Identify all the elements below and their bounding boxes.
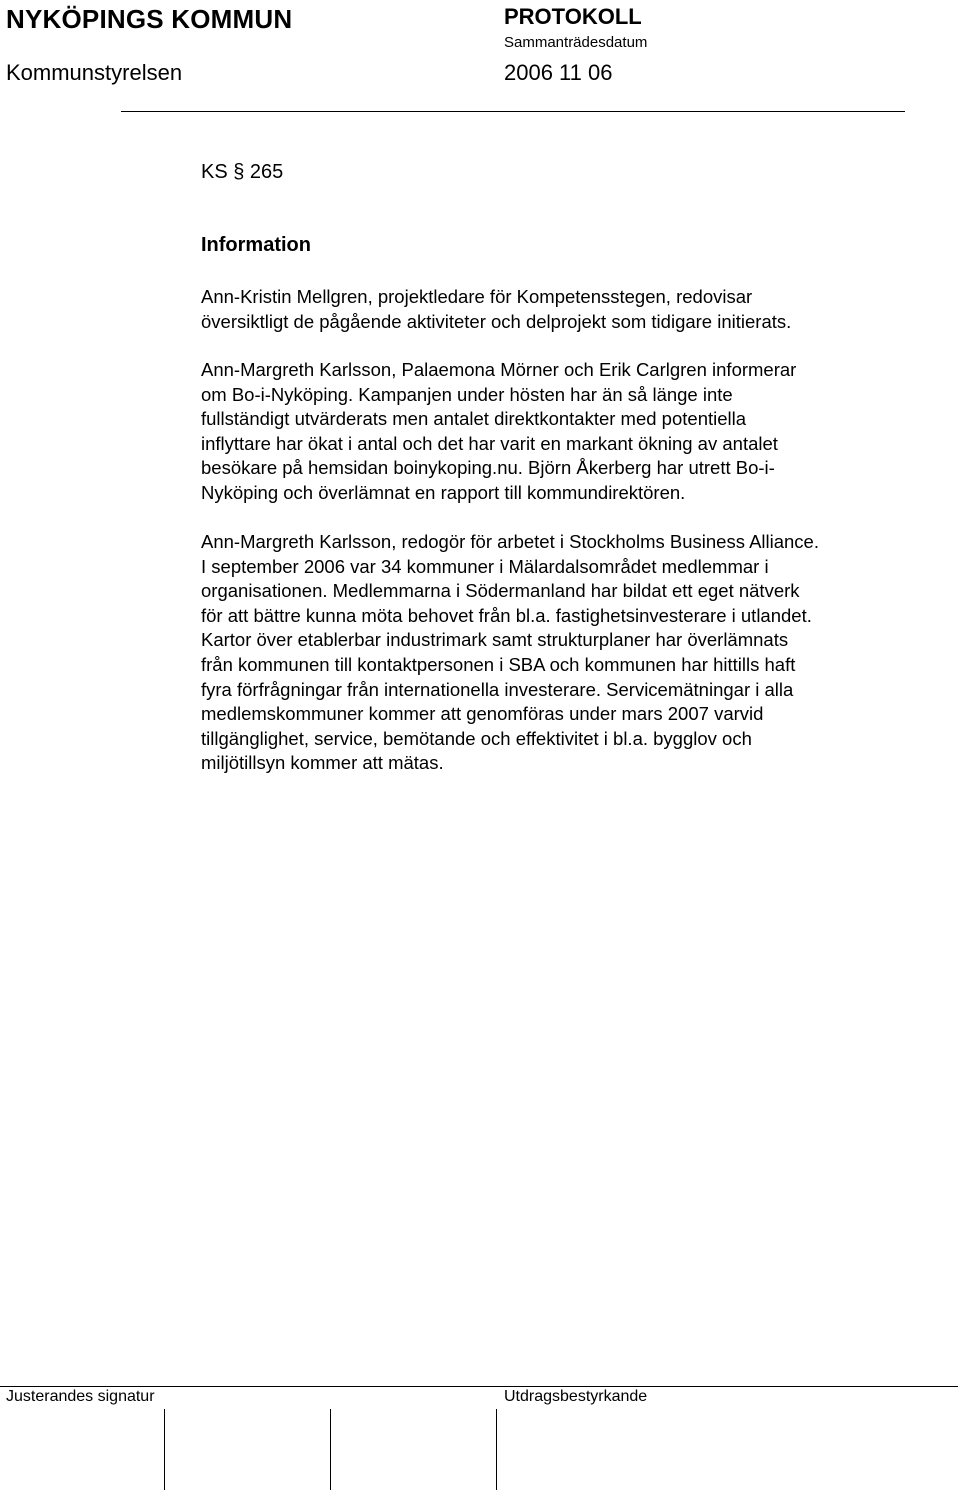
board-name: Kommunstyrelsen [6, 60, 183, 85]
signature-field-divider [164, 1409, 165, 1490]
paragraph-bo-i-nykoping [201, 358, 796, 506]
paragraph-line: Ann-Kristin Mellgren, projektledare för Kompetensstegen, redovisar [201, 286, 753, 307]
paragraph-stockholm-business-alliance [201, 530, 819, 776]
paragraph-line: medlemskommuner kommer att genomföras under mars 2007 varvid [201, 703, 764, 725]
paragraph-line: fyra förfrågningar från internationella investerare. Servicemätningar i alla [201, 678, 794, 700]
paragraph-line: fullständigt utvärderats men antalet direktkontakter med potentiella [201, 408, 747, 430]
header-divider [121, 111, 905, 112]
signature-field-divider [496, 1409, 497, 1490]
paragraph-line: tillgänglighet, service, bemötande och effektivitet i bl.a. bygglov och [201, 727, 752, 749]
paragraph-line: miljötillsyn kommer att mätas. [201, 752, 444, 774]
section-number: KS § 265 [201, 161, 284, 183]
paragraph-line: organisationen. Medlemmarna i Södermanland har bildat ett eget nätverk [201, 580, 800, 602]
paragraph-line: Ann-Margreth Karlsson, Palaemona Mörner och Erik Carlgren informerar [201, 359, 797, 380]
paragraph-line: inflyttare har ökat i antal och det har varit en markant ökning av antalet [201, 432, 778, 454]
paragraph-line: I september 2006 var 34 kommuner i Mälardalsområdet medlemmar i [201, 555, 769, 577]
meeting-date-label: Sammanträdesdatum [504, 34, 648, 51]
signature-label: Justerandes signatur [6, 1388, 155, 1405]
paragraph-line: Kartor över etablerbar industrimark samt strukturplaner har överlämnats [201, 629, 789, 651]
footer-divider [0, 1386, 958, 1387]
paragraph-line: för att bättre kunna möta behovet från bl.a. fastighetsinvesterare i utlandet. [201, 604, 812, 626]
paragraph-competence-ladder [201, 285, 791, 334]
organization-name: NYKÖPINGS KOMMUN [6, 4, 293, 34]
paragraph-line: Ann-Margreth Karlsson, redogör för arbetet i Stockholms Business Alliance. [201, 531, 819, 552]
paragraph-line: från kommunen till kontaktpersonen i SBA och kommunen har hittills haft [201, 653, 796, 675]
meeting-date: 2006 11 06 [504, 60, 613, 85]
paragraph-line: översiktligt de pågående aktiviteter och delprojekt som tidigare initierats. [201, 310, 792, 332]
document-type: PROTOKOLL [504, 4, 642, 29]
paragraph-line: om Bo-i-Nyköping. Kampanjen under hösten har än så länge inte [201, 383, 733, 405]
paragraph-line: Nyköping och överlämnat en rapport till kommundirektören. [201, 481, 686, 503]
extract-certification-label: Utdragsbestyrkande [504, 1388, 648, 1405]
section-heading: Information [201, 234, 311, 256]
signature-field-divider [330, 1409, 331, 1490]
paragraph-line: besökare på hemsidan boinykoping.nu. Björn Åkerberg har utrett Bo-i- [201, 457, 775, 479]
